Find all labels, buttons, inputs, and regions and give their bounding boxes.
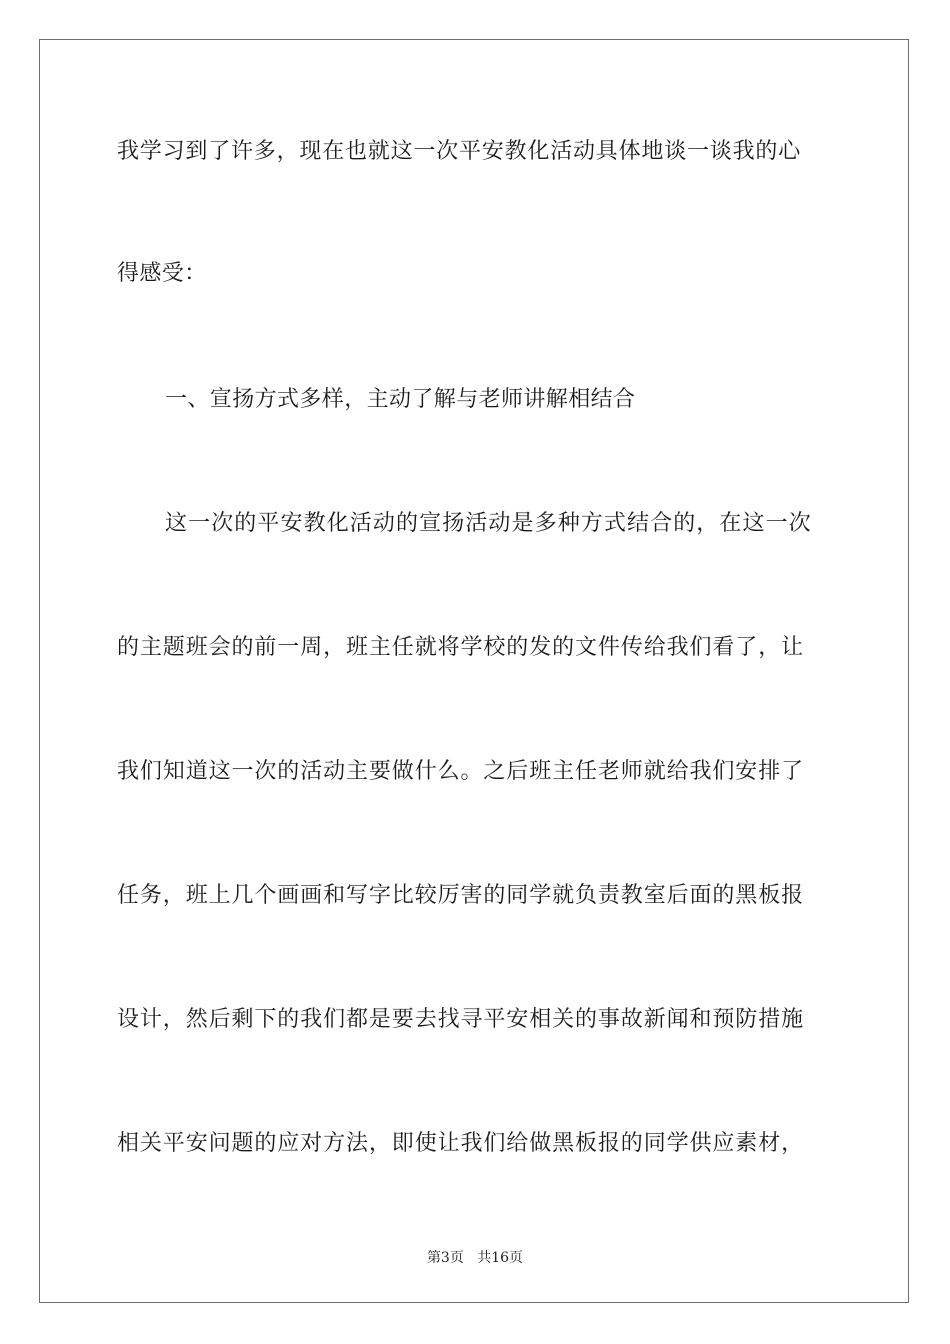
text-line: 设计，然后剩下的我们都是要去找寻平安相关的事故新闻和预防措施 — [117, 1007, 805, 1032]
text-line: 的主题班会的前一周，班主任就将学校的发的文件传给我们看了，让 — [117, 635, 805, 660]
text-line: 我学习到了许多，现在也就这一次平安教化活动具体地谈一谈我的心 — [117, 139, 802, 164]
text-line: 任务，班上几个画画和写字比较厉害的同学就负责教室后面的黑板报 — [117, 883, 805, 908]
text-line: 这一次的平安教化活动的宣扬活动是多种方式结合的，在这一次 — [165, 511, 812, 536]
page-number: 第3页 — [426, 1250, 464, 1266]
footer-spacer — [464, 1250, 477, 1266]
section-heading: 一、宣扬方式多样，主动了解与老师讲解相结合 — [165, 387, 636, 412]
text-line: 我们知道这一次的活动主要做什么。之后班主任老师就给我们安排了 — [117, 759, 805, 784]
page-border — [39, 39, 909, 1303]
text-line: 相关平安问题的应对方法，即使让我们给做黑板报的同学供应素材， — [117, 1131, 805, 1156]
text-line: 得感受： — [117, 261, 207, 286]
page-total: 共16页 — [477, 1250, 524, 1266]
page-footer — [0, 1247, 950, 1267]
